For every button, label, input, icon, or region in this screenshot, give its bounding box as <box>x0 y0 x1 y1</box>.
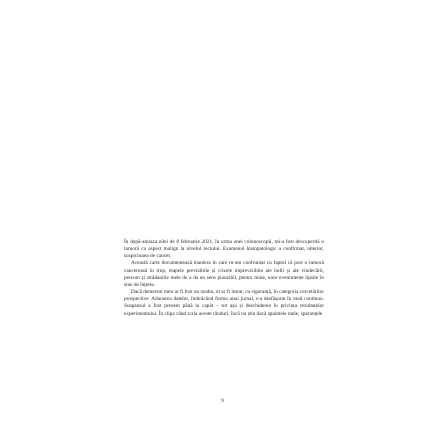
paragraph-3: Dacă demersul meu ar fi fost un studiu, el ar fi intrat, cu siguranță, în categoria cercetărilor prospective. Adunarea datelor, îmbrăcând forma unui jurnal, s-a desfășurat în mod continuu. Suspansul a fost prezent până la capăt – tot așa și deschiderea în privința rezultatelor experimentului. În clipa când scria aceste rânduri, încă nu știu dacă spaimele mele, speranțele <box>124 289 324 317</box>
body-text <box>124 239 324 318</box>
page-number: 9 <box>221 398 224 404</box>
paragraph-1: În după-amiaza zilei de 8 februarie 2021, în urma unei colonoscopii, mi-a fost descoperită o tumoră cu aspect malign la nivelul rectului. Examenul histopatologic a confirmat, ulterior, suspiciunea de cancer. <box>124 239 324 260</box>
paragraph-2: Această carte documentează maniera în care m-am confruntat cu faptul că port o tumoră canceroasă în trup, etapele previzibile și crizele imprevizibile ale bolii și ale vindecării, precum și strădaniile mele de a da un sens plauzibil, pentru mine, unor evenimente lipsite în sine de înțeles. <box>124 260 324 288</box>
